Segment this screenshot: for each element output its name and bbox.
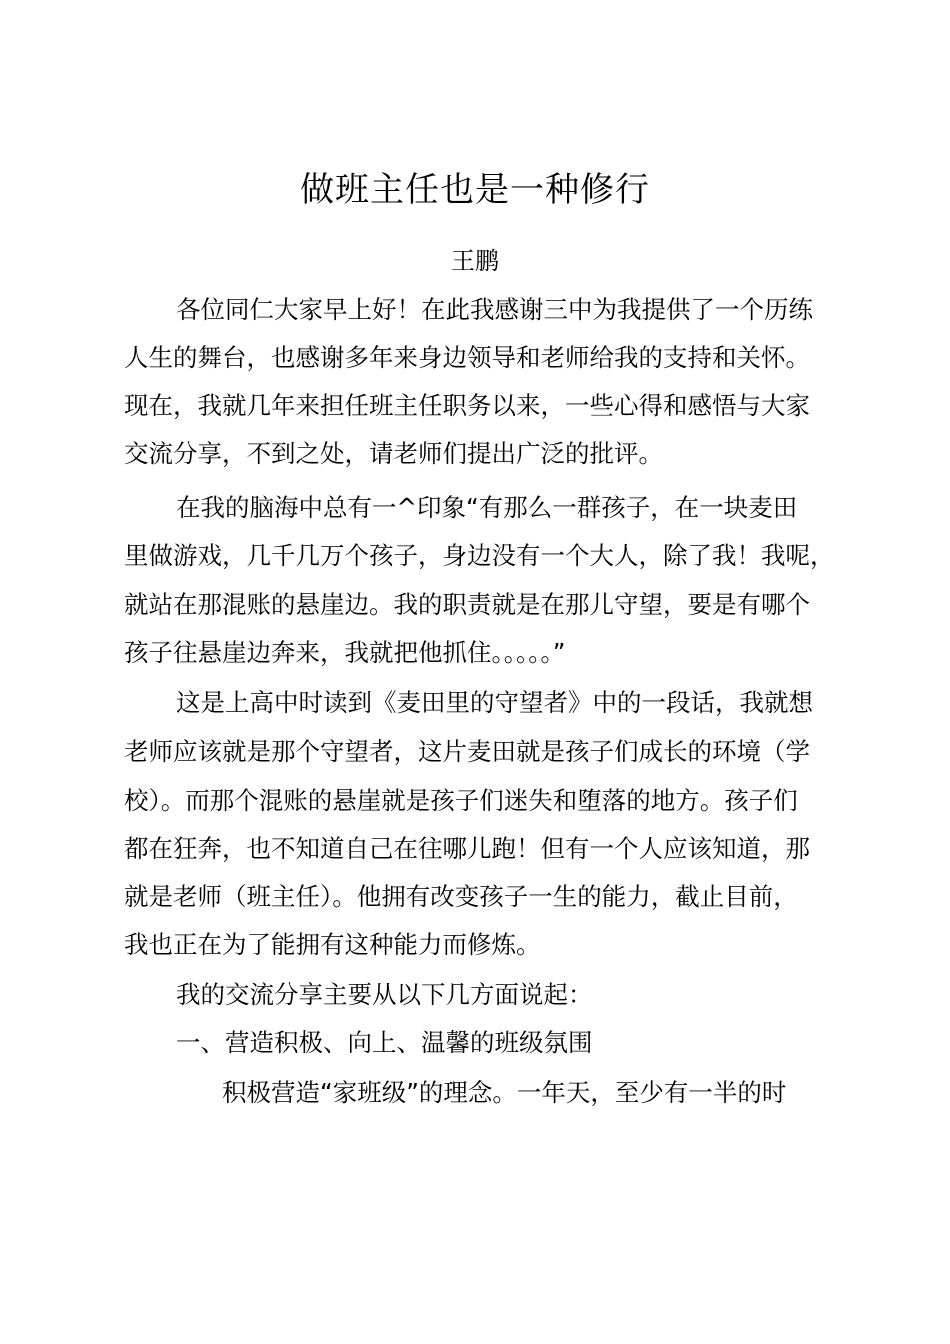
paragraph-line: 我的交流分享主要从以下几方面说起： [176,980,593,1009]
paragraph-line: 孩子往悬崖边奔来，我就把他抓住。。。。。” [124,638,566,667]
section-heading: 一、营造积极、向上、温馨的班级氛围 [176,1028,593,1057]
paragraph-line: 里做游戏，几千几万个孩子，身边没有一个大人，除了我！我呢， [124,541,835,570]
paragraph-line: 就站在那混账的悬崖边。我的职责就是在那儿守望，要是有哪个 [124,590,810,619]
paragraph-line: 积极营造“家班级”的理念。一年天，至少有一半的时 [222,1078,787,1107]
paragraph-line: 各位同仁大家早上好！在此我感谢三中为我提供了一个历练 [176,295,813,324]
document-author: 王鹏 [451,247,499,275]
paragraph-line: 现在，我就几年来担任班主任职务以来，一些心得和感悟与大家 [124,391,810,420]
paragraph-line: 我也正在为了能拥有这种能力而修炼。 [124,930,541,959]
paragraph-line: 都在狂奔，也不知道自己在往哪儿跑！但有一个人应该知道，那 [124,834,810,863]
paragraph-line: 在我的脑海中总有一^印象“有那么一群孩子，在一块麦田 [176,493,798,522]
paragraph-line: 这是上高中时读到《麦田里的守望者》中的一段话，我就想 [176,688,813,717]
paragraph-line: 人生的舞台，也感谢多年来身边领导和老师给我的支持和关怀。 [124,343,810,372]
paragraph-line: 交流分享，不到之处，请老师们提出广泛的批评。 [124,439,663,468]
document-title: 做班主任也是一种修行 [300,170,650,210]
paragraph-line: 老师应该就是那个守望者，这片麦田就是孩子们成长的环境（学 [124,737,810,766]
paragraph-line: 就是老师（班主任）。他拥有改变孩子一生的能力，截止目前， [124,882,798,911]
paragraph-line: 校）。而那个混账的悬崖就是孩子们迷失和堕落的地方。孩子们 [124,786,798,815]
